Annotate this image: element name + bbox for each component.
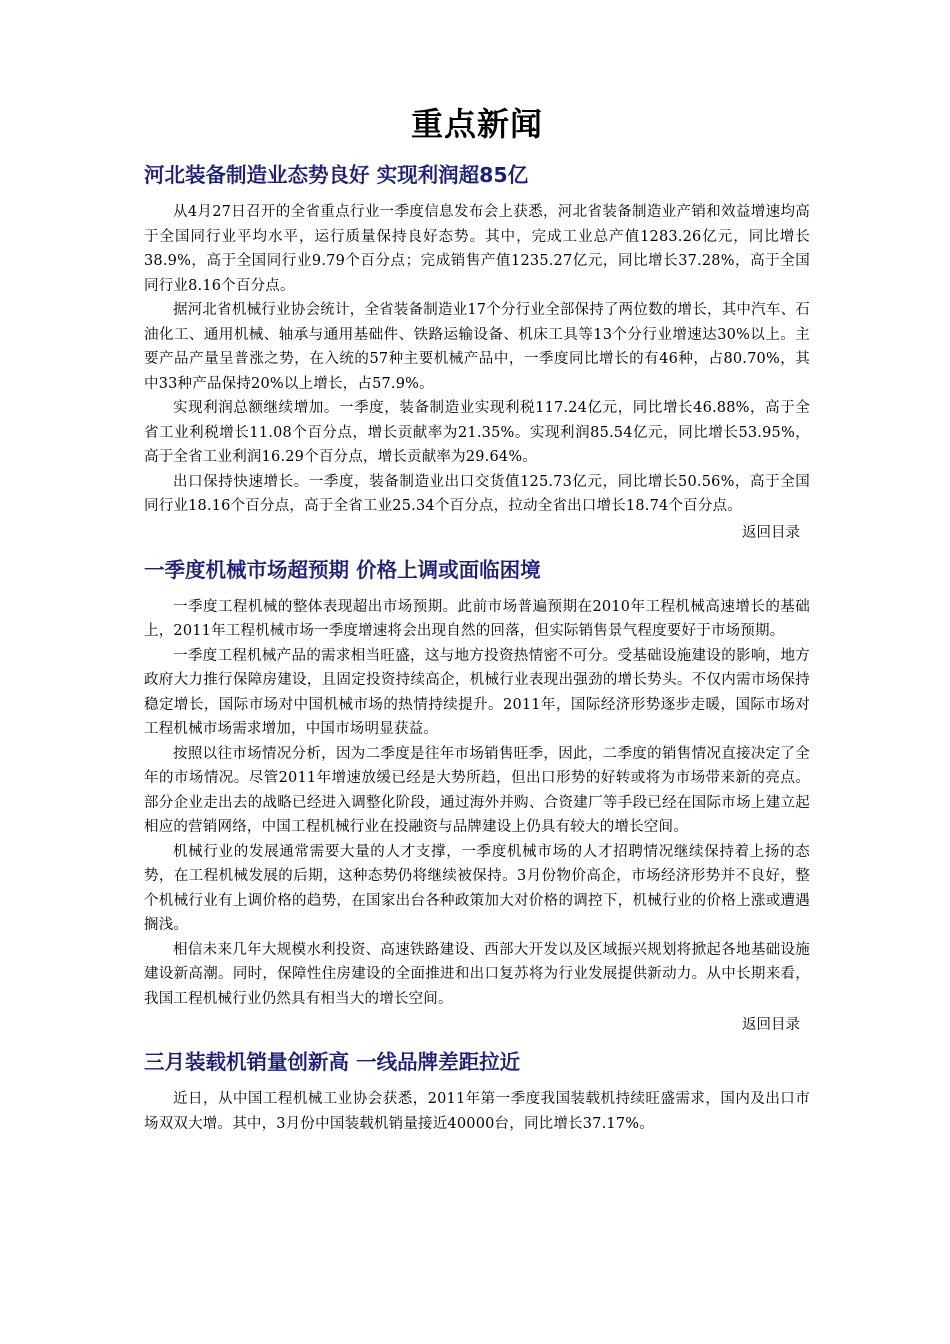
article-paragraph: 一季度工程机械的整体表现超出市场预期。此前市场普遍预期在2010年工程机械高速增长的基础上，2011年工程机械市场一季度增速将会出现自然的回落，但实际销售景气程度要好于市场预期。 <box>144 598 810 639</box>
article-paragraph: 机械行业的发展通常需要大量的人才支撑，一季度机械市场的人才招聘情况继续保持着上扬的态势，在工程机械发展的后期，这种态势仍将继续被保持。3月份物价高企，市场经济形势并不良好，整个机械行业有上调价格的趋势，在国家出台各种政策加大对价格的调控下，机械行业的价格上涨或遭遇搁浅。 <box>144 843 810 933</box>
article-paragraph: 实现利润总额继续增加。一季度，装备制造业实现利税117.24亿元，同比增长46.88%，高于全省工业利税增长11.08个百分点，增长贡献率为21.35%。实现利润85.54亿元，同比增长53.95%，高于全省工业利润16.29个百分点，增长贡献率为29.64%。 <box>144 400 810 465</box>
article-q1-market <box>144 557 810 1038</box>
back-to-contents-link[interactable]: 返回目录 <box>742 524 800 541</box>
article-title: 河北装备制造业态势良好 实现利润超85亿 <box>144 163 529 187</box>
page-title: 重点新闻 <box>410 105 543 143</box>
article-paragraph: 按照以往市场情况分析，因为二季度是往年市场销售旺季，因此，二季度的销售情况直接决定了全年的市场情况。尽管2011年增速放缓已经是大势所趋，但出口形势的好转或将为市场带来新的亮点。部分企业走出去的战略已经进入调整化阶段，通过海外并购、合资建厂等手段已经在国际市场上建立起相应的营销网络，中国工程机械行业在投融资与品牌建设上仍具有较大的增长空间。 <box>144 745 810 835</box>
article-paragraph: 出口保持快速增长。一季度，装备制造业出口交货值125.73亿元，同比增长50.56%，高于全国同行业18.16个百分点，高于全省工业25.34个百分点，拉动全省出口增长18.74个百分点。 <box>144 473 810 514</box>
article-loader-sales <box>144 1049 810 1136</box>
article-paragraph: 据河北省机械行业协会统计，全省装备制造业17个分行业全部保持了两位数的增长，其中汽车、石油化工、通用机械、轴承与通用基础件、铁路运输设备、机床工具等13个分行业增速达30%以上。主要产品产量呈普涨之势，在入统的57种主要机械产品中，一季度同比增长的有46种，占80.70%，其中33种产品保持20%以上增长，占57.9%。 <box>144 302 810 392</box>
article-title: 一季度机械市场超预期 价格上调或面临困境 <box>144 557 541 582</box>
article-paragraph: 近日，从中国工程机械工业协会获悉，2011年第一季度我国装载机持续旺盛需求，国内及出口市场双双大增。其中，3月份中国装载机销量接近40000台，同比增长37.17%。 <box>144 1091 810 1132</box>
article-paragraph: 从4月27日召开的全省重点行业一季度信息发布会上获悉，河北省装备制造业产销和效益增速均高于全国同行业平均水平，运行质量保持良好态势。其中，完成工业总产值1283.26亿元，同比增长38.9%，高于全国同行业9.79个百分点；完成销售产值1235.27亿元，同比增长37.28%，高于全国同行业8.16个百分点。 <box>144 204 810 294</box>
back-to-contents-link[interactable]: 返回目录 <box>742 1017 800 1033</box>
article-paragraph: 相信未来几年大规模水利投资、高速铁路建设、西部大开发以及区域振兴规划将掀起各地基础设施建设新高潮。同时，保障性住房建设的全面推进和出口复苏将为行业发展提供新动力。从中长期来看，我国工程机械行业仍然具有相当大的增长空间。 <box>144 941 810 1007</box>
article-paragraph: 一季度工程机械产品的需求相当旺盛，这与地方投资热情密不可分。受基础设施建设的影响，地方政府大力推行保障房建设，且固定投资持续高企，机械行业表现出强劲的增长势头。不仅内需市场保持稳定增长，国际市场对中国机械市场的热情持续提升。2011年，国际经济形势逐步走暖，国际市场对工程机械市场需求增加，中国市场明显获益。 <box>144 647 810 737</box>
article-title: 三月装载机销量创新高 一线品牌差距拉近 <box>144 1050 521 1074</box>
article-hebei <box>144 162 810 545</box>
